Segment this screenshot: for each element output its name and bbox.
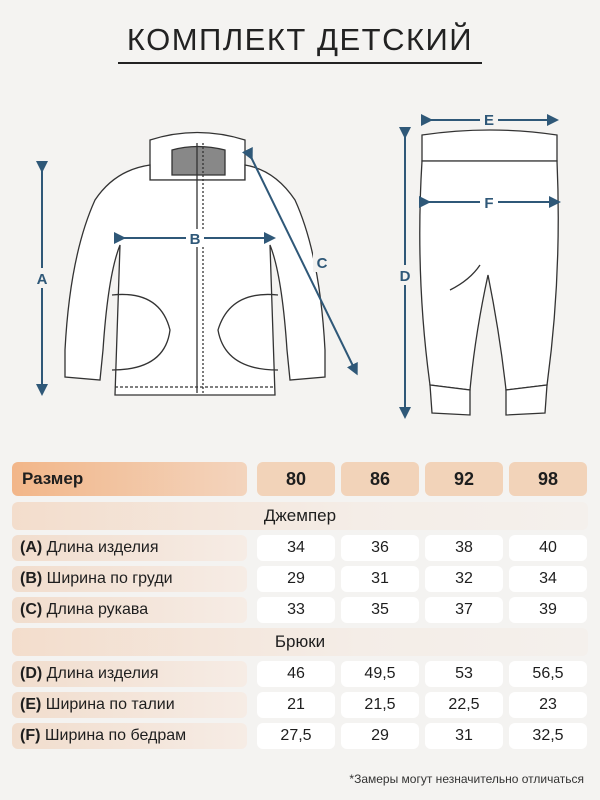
table-row bbox=[12, 692, 588, 718]
label-c: C bbox=[316, 255, 328, 272]
table-cell: 32 bbox=[425, 566, 503, 592]
table-cell: 53 bbox=[425, 661, 503, 687]
table-cell: 27,5 bbox=[257, 723, 335, 749]
table-row bbox=[12, 723, 588, 749]
row-name: Длина изделия bbox=[46, 539, 159, 556]
row-name: Ширина по бедрам bbox=[44, 727, 187, 744]
footnote: *Замеры могут незначительно отличаться bbox=[349, 772, 584, 786]
size-col: 80 bbox=[257, 462, 335, 496]
table-cell: 21 bbox=[257, 692, 335, 718]
table-header bbox=[12, 462, 588, 496]
table-cell: 38 bbox=[425, 535, 503, 561]
table-cell: 35 bbox=[341, 597, 419, 623]
table-row bbox=[12, 566, 588, 592]
size-table bbox=[12, 462, 588, 754]
table-cell: 21,5 bbox=[341, 692, 419, 718]
row-code: (D) bbox=[20, 665, 43, 682]
table-cell: 46 bbox=[257, 661, 335, 687]
table-cell: 29 bbox=[257, 566, 335, 592]
table-cell: 33 bbox=[257, 597, 335, 623]
label-a: A bbox=[36, 271, 48, 288]
table-cell: 31 bbox=[425, 723, 503, 749]
section-pants: Брюки bbox=[12, 628, 588, 656]
table-cell: 39 bbox=[509, 597, 587, 623]
size-col: 92 bbox=[425, 462, 503, 496]
table-cell: 29 bbox=[341, 723, 419, 749]
garment-diagram bbox=[0, 95, 600, 430]
table-cell: 49,5 bbox=[341, 661, 419, 687]
table-row bbox=[12, 535, 588, 561]
table-cell: 37 bbox=[425, 597, 503, 623]
table-cell: 31 bbox=[341, 566, 419, 592]
table-cell: 34 bbox=[509, 566, 587, 592]
table-cell: 22,5 bbox=[425, 692, 503, 718]
size-col: 98 bbox=[509, 462, 587, 496]
title-underline bbox=[118, 62, 482, 64]
table-cell: 56,5 bbox=[509, 661, 587, 687]
table-cell: 23 bbox=[509, 692, 587, 718]
page-title: КОМПЛЕКТ ДЕТСКИЙ bbox=[126, 22, 474, 57]
row-name: Длина рукава bbox=[46, 601, 149, 618]
pants-drawing bbox=[420, 130, 558, 415]
label-e: E bbox=[483, 112, 495, 129]
label-b: B bbox=[189, 231, 201, 248]
table-row bbox=[12, 597, 588, 623]
label-d: D bbox=[399, 268, 411, 285]
size-header-label: Размер bbox=[12, 462, 247, 496]
table-row bbox=[12, 661, 588, 687]
row-name: Длина изделия bbox=[46, 665, 159, 682]
table-cell: 36 bbox=[341, 535, 419, 561]
label-f: F bbox=[484, 195, 494, 212]
row-code: (F) bbox=[20, 727, 41, 744]
size-col: 86 bbox=[341, 462, 419, 496]
row-name: Ширина по груди bbox=[46, 570, 173, 587]
row-code: (B) bbox=[20, 570, 43, 587]
table-cell: 34 bbox=[257, 535, 335, 561]
row-code: (C) bbox=[20, 601, 43, 618]
row-code: (E) bbox=[20, 696, 42, 713]
section-jumper: Джемпер bbox=[12, 502, 588, 530]
table-cell: 32,5 bbox=[509, 723, 587, 749]
jacket-drawing bbox=[65, 133, 325, 396]
row-name: Ширина по талии bbox=[45, 696, 175, 713]
table-cell: 40 bbox=[509, 535, 587, 561]
row-code: (A) bbox=[20, 539, 43, 556]
